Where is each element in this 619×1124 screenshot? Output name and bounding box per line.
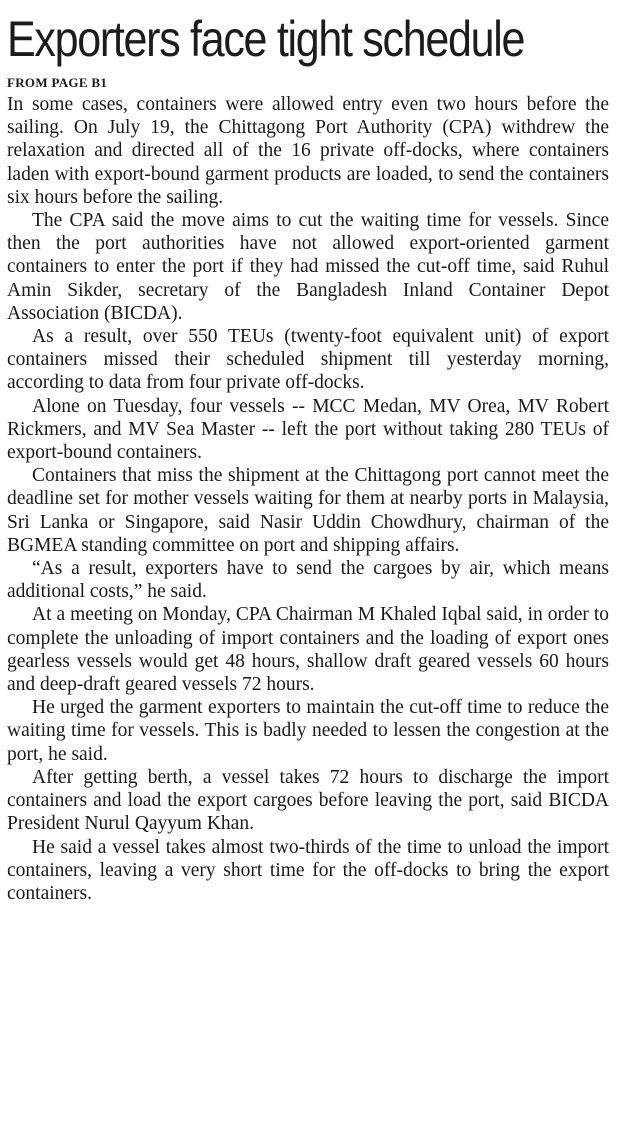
paragraph: In some cases, containers were allowed entry even two hours before the sailing. On July 19, the Chittagong Port Authority (CPA) withdrew the relaxation and directed all of the 16 private off-docks, where containers laden with export-bound garment products are loaded, to send the containers six hours before the sailing.	[7, 94, 609, 208]
paragraph: “As a result, exporters have to send the cargoes by air, which means additional costs,” he said.	[7, 558, 609, 603]
paragraph: After getting berth, a vessel takes 72 hours to discharge the import containers and load the export cargoes before leaving the port, said BICDA President Nurul Qayyum Khan.	[7, 766, 609, 835]
paragraph: He urged the garment exporters to maintain the cut-off time to reduce the waiting time for vessels. This is badly needed to lessen the congestion at the port, he said.	[7, 697, 609, 765]
paragraph: Containers that miss the shipment at the Chittagong port cannot meet the deadline set for mother vessels waiting for them at nearby ports in Malaysia, Sri Lanka or Singapore, said Nasir Uddin Chowdhury, chairman of the BGMEA standing committee on port and shipping affairs.	[7, 465, 609, 556]
paragraph: He said a vessel takes almost two-thirds of the time to unload the import containers, leaving a very short time for the off-docks to bring the export containers.	[7, 836, 609, 904]
paragraph: The CPA said the move aims to cut the waiting time for vessels. Since then the port authorities have not allowed export-oriented garment containers to enter the port if they had missed the cut-off time, said Ruhul Amin Sikder, secretary of the Bangladesh Inland Container Depot Association (BICDA).	[7, 210, 609, 324]
jump-line: FROM PAGE B1	[7, 75, 108, 90]
headline: Exporters face tight schedule	[7, 11, 525, 67]
paragraph: As a result, over 550 TEUs (twenty-foot equivalent unit) of export containers missed their scheduled shipment till yesterday morning, according to data from four private off-docks.	[7, 326, 609, 394]
paragraph: At a meeting on Monday, CPA Chairman M Khaled Iqbal said, in order to complete the unloading of import containers and the loading of export ones gearless vessels would get 48 hours, shallow draft geared vessels 60 hours and deep-draft geared vessels 72 hours.	[7, 604, 609, 696]
article-body	[7, 93, 609, 905]
paragraph: Alone on Tuesday, four vessels -- MCC Medan, MV Orea, MV Robert Rickmers, and MV Sea Master -- left the port without taking 280 TEUs of export-bound containers.	[7, 395, 609, 464]
